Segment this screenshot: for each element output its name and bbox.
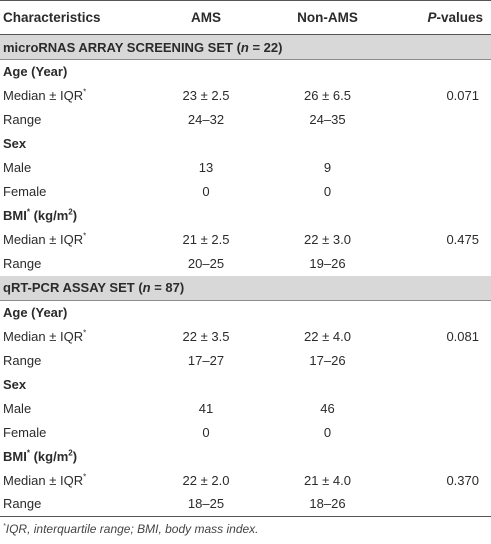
table-row (0, 420, 491, 444)
cell-p-value (393, 396, 491, 420)
table-row (0, 492, 491, 516)
cell-ams: 0 (202, 184, 210, 199)
cell-non-ams: 46 (320, 400, 335, 416)
cell-p-value (393, 156, 491, 180)
table-row (0, 180, 491, 204)
group-label (0, 444, 491, 468)
footnote-marker: * (83, 328, 87, 338)
cell-ams: 41 (198, 400, 214, 416)
table-row (0, 228, 491, 252)
cell-ams: 13 (198, 160, 214, 175)
row-label: Female (3, 184, 47, 199)
header-non-ams: Non-AMS (262, 1, 393, 35)
cell-p-value: 0.071 (446, 88, 479, 103)
cell-ams: 23 ± 2.5 (182, 88, 230, 103)
row-label: Range (3, 112, 42, 127)
row-label: Female (3, 424, 47, 440)
section-title (0, 35, 491, 60)
group-label: Age (Year) (3, 304, 68, 320)
cell-ams: 0 (202, 424, 210, 440)
cell-non-ams: 24–35 (309, 112, 346, 127)
table-footnote (3, 522, 259, 536)
section-title-end: = 22) (248, 39, 283, 55)
footnote-marker: * (83, 472, 87, 482)
cell-ams: 21 ± 2.5 (182, 232, 230, 247)
group-age (0, 60, 491, 84)
cell-ams: 17–27 (187, 352, 225, 368)
group-bmi (0, 444, 491, 468)
cell-non-ams: 18–26 (262, 492, 393, 516)
table-row (0, 84, 491, 108)
section-header-array-set (0, 35, 491, 60)
header-row (0, 1, 491, 35)
group-label (0, 204, 491, 228)
group-label: Age (Year) (3, 64, 68, 80)
row-label-text: Median ± IQR (3, 472, 84, 488)
section-title-n: n (142, 280, 151, 295)
table-row (0, 156, 491, 180)
cell-ams: 22 ± 2.0 (182, 472, 230, 488)
row-label: Range (3, 352, 42, 368)
table-row (0, 108, 491, 132)
row-label (0, 468, 150, 492)
bmi-unit: (kg/m (29, 208, 69, 223)
section-title (0, 276, 491, 301)
cell-non-ams: 26 ± 6.5 (304, 88, 351, 103)
p-letter: P (427, 10, 437, 25)
footnote-text: IQR, interquartile range; BMI, body mass index. (5, 522, 259, 536)
section-title-main: microRNAS ARRAY SCREENING SET ( (3, 39, 241, 55)
section-title-end: = 87) (150, 280, 185, 295)
bmi-unit-close: ) (72, 448, 78, 464)
header-p-values (393, 1, 491, 35)
cell-p-value (393, 420, 491, 444)
p-suffix: -values (436, 10, 483, 25)
cell-p-value (393, 108, 491, 132)
row-label: Male (3, 400, 32, 416)
table-row (0, 324, 491, 348)
group-bmi (0, 204, 491, 228)
cell-non-ams: 17–26 (309, 352, 346, 368)
row-label (0, 228, 150, 252)
unit-exponent: 2 (68, 448, 73, 458)
header-ams: AMS (150, 1, 262, 35)
row-label (0, 84, 150, 108)
cell-p-value: 0.081 (446, 328, 479, 344)
footnote-marker: * (83, 87, 87, 97)
cell-p-value (393, 252, 491, 276)
cell-ams: 18–25 (150, 492, 262, 516)
row-label: Male (3, 160, 32, 175)
bmi-unit-close: ) (72, 208, 78, 223)
section-header-qrt-pcr-set (0, 276, 491, 301)
cell-non-ams: 19–26 (309, 256, 346, 271)
bmi-label: BMI (3, 208, 27, 223)
cell-p-value (393, 348, 491, 372)
cell-p-value (393, 180, 491, 204)
cell-ams: 24–32 (187, 112, 225, 127)
bmi-label: BMI (3, 448, 27, 464)
row-label: Range (3, 256, 42, 271)
group-sex (0, 132, 491, 156)
footnote-marker: * (26, 207, 30, 217)
cell-non-ams: 22 ± 3.0 (304, 232, 351, 247)
row-label: Range (0, 492, 150, 516)
table-row (0, 348, 491, 372)
cell-non-ams: 9 (323, 160, 332, 175)
row-label-text: Median ± IQR (3, 232, 84, 247)
group-label: Sex (3, 376, 27, 392)
cell-ams: 22 ± 3.5 (182, 328, 230, 344)
cell-non-ams: 22 ± 4.0 (304, 328, 351, 344)
group-sex (0, 372, 491, 396)
unit-exponent: 2 (68, 207, 73, 217)
table-row (0, 396, 491, 420)
footnote-marker: * (26, 448, 30, 458)
header-characteristics: Characteristics (0, 1, 150, 35)
cell-non-ams: 0 (323, 184, 332, 199)
table-row (0, 252, 491, 276)
footnote-marker: * (83, 231, 87, 241)
row-label (0, 324, 150, 348)
group-age (0, 300, 491, 324)
row-label-text: Median ± IQR (3, 328, 84, 344)
table-row (0, 468, 491, 492)
cell-ams: 20–25 (187, 256, 225, 271)
bmi-unit: (kg/m (29, 448, 69, 464)
cell-p-value: 0.475 (446, 232, 479, 247)
row-label-text: Median ± IQR (3, 88, 84, 103)
section-title-n: n (240, 39, 249, 55)
footnote-marker: * (3, 523, 6, 530)
group-label: Sex (3, 136, 27, 151)
cell-non-ams: 0 (323, 424, 332, 440)
cell-p-value: 0.370 (446, 472, 479, 488)
section-title-main: qRT-PCR ASSAY SET ( (3, 280, 143, 295)
cell-non-ams: 21 ± 4.0 (304, 472, 351, 488)
cell-p-value (393, 492, 491, 516)
